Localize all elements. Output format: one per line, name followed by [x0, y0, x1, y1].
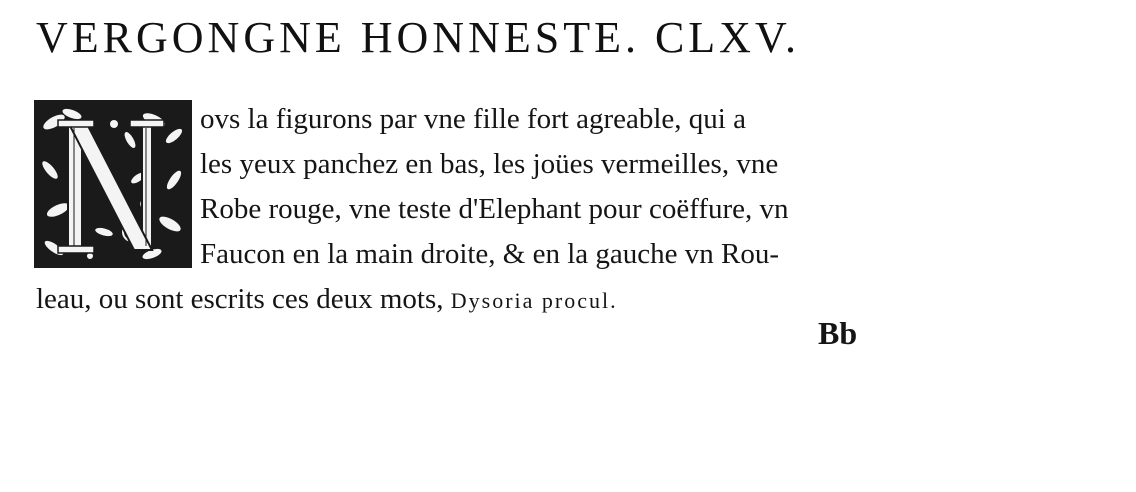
- text-line-2: les yeux panchez en bas, les joües vermeilles, vne: [200, 148, 779, 180]
- line-1-text: ovs la figurons par vne fille fort agreable, qui a: [200, 103, 746, 135]
- drop-cap-ornament: [34, 100, 192, 268]
- text-line-5: [36, 281, 618, 319]
- text-line-4: Faucon en la main droite, & en la gauche vn Rou-: [200, 238, 780, 270]
- text-line-3: Robe rouge, vne teste d'Elephant pour coëffure, vn: [200, 193, 789, 225]
- line-5-text: leau, ou sont escrits ces deux mots,: [36, 283, 444, 315]
- quoted-words: Dysoria procul.: [450, 288, 618, 313]
- signature-mark: Bb: [818, 315, 858, 351]
- text-line-1: [200, 101, 746, 137]
- page-title: VERGONGNE HONNESTE. CLXV.: [36, 13, 801, 62]
